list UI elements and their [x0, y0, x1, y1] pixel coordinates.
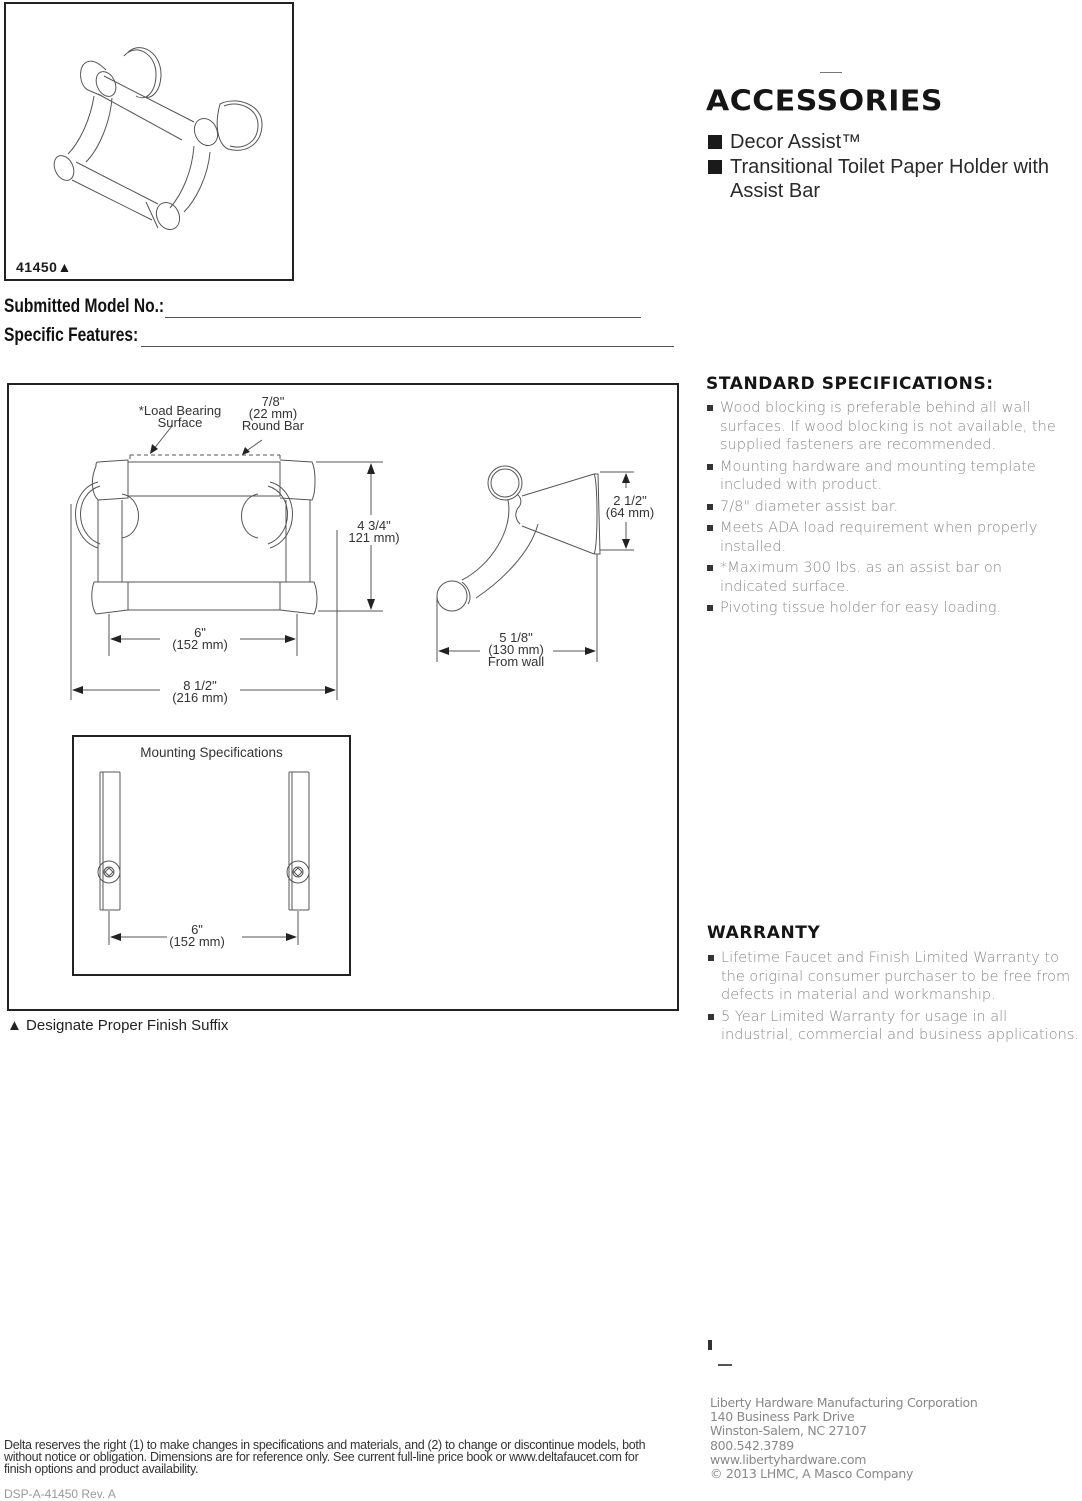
dim-text: 7/8"	[261, 394, 285, 409]
warranty-list	[707, 949, 1079, 1048]
submitted-model-row	[4, 296, 641, 318]
dim-text: From wall	[487, 654, 545, 669]
spec-text: Wood blocking is preferable behind all wall surfaces. If wood blocking is not available, the supplied fasteners are recommended.	[720, 400, 1056, 453]
company-website-link[interactable]: www.libertyhardware.com	[710, 1451, 867, 1467]
spec-text: Pivoting tissue holder for easy loading.	[720, 600, 1002, 616]
bullet-icon	[707, 405, 713, 411]
projection-label	[478, 632, 554, 668]
finish-suffix-footnote: ▲ Designate Proper Finish Suffix	[7, 1017, 229, 1034]
product-line-continuation: Assist Bar	[730, 180, 821, 202]
finish-triangle-icon: ▲	[57, 259, 72, 275]
height-dimension-label	[342, 520, 406, 544]
dim-text: 121 mm)	[348, 530, 400, 545]
product-line	[708, 155, 1049, 180]
dim-text: 6"	[191, 922, 203, 937]
dim-text: Surface	[157, 415, 203, 430]
model-number: 41450	[16, 259, 58, 275]
company-address: 140 Business Park Drive	[710, 1409, 855, 1425]
warranty-item	[707, 1008, 1079, 1045]
warranty-title: WARRANTY	[707, 923, 821, 943]
dim-text: (152 mm)	[169, 934, 225, 949]
submitted-model-field[interactable]	[165, 317, 641, 318]
spec-item	[706, 498, 1066, 517]
spec-item	[706, 399, 1066, 455]
dim-text: Round Bar	[241, 418, 305, 433]
logo-fragment	[708, 1340, 712, 1350]
product-line-text: Transitional Toilet Paper Holder with	[730, 155, 1050, 178]
warranty-text: 5 Year Limited Warranty for usage in all industrial, commercial and business applications.	[721, 1008, 1079, 1043]
warranty-text: Lifetime Faucet and Finish Limited Warranty to the original consumer purchaser to be free from defects in material and workmanship.	[721, 950, 1071, 1003]
bullet-icon	[708, 1014, 714, 1020]
inner-width-label	[160, 627, 240, 651]
standard-specifications-list	[706, 399, 1066, 621]
dim-text: (152 mm)	[172, 637, 228, 652]
dim-text: (216 mm)	[172, 690, 228, 705]
bullet-icon	[708, 955, 714, 961]
spec-text: *Maximum 300 lbs. as an assist bar on indicated surface.	[720, 560, 1002, 595]
bullet-icon	[707, 605, 713, 611]
section-title: ACCESSORIES	[706, 84, 943, 119]
company-copyright: © 2013 LHMC, A Masco Company	[710, 1466, 914, 1482]
model-number-label	[16, 259, 72, 275]
company-city: Winston-Salem, NC 27107	[710, 1423, 867, 1439]
product-line	[708, 130, 1049, 155]
spec-item	[706, 599, 1066, 618]
dim-text: 5 1/8"	[499, 630, 533, 645]
spec-item	[706, 458, 1066, 495]
toilet-paper-holder-illustration	[6, 4, 296, 283]
dim-text: 6"	[194, 625, 206, 640]
disclaimer-text: Delta reserves the right (1) to make changes in specifications and materials, and (2) to change or discontinue models, both without notice or obligation. Dimensions are for reference only. See current full-line price book or www.deltafaucet.com for finish options and product availability.	[4, 1438, 646, 1476]
brand-rule	[820, 72, 842, 73]
load-bearing-label	[130, 405, 230, 429]
mounting-title: Mounting Specifications	[140, 745, 283, 760]
spec-text: Mounting hardware and mounting template included with product.	[720, 458, 1036, 493]
round-bar-label	[232, 396, 314, 432]
bullet-icon	[707, 565, 713, 571]
product-line-text: Decor Assist™	[730, 131, 862, 153]
square-bullet-icon	[708, 135, 722, 149]
dim-text: *Load Bearing	[138, 403, 222, 418]
logo-fragment	[718, 1364, 732, 1366]
spec-item	[706, 519, 1066, 556]
bullet-icon	[707, 504, 713, 510]
spec-text: 7/8" diameter assist bar.	[720, 498, 899, 515]
side-height-label	[598, 495, 662, 519]
submitted-model-label: Submitted Model No.:	[4, 296, 165, 317]
dim-text: 4 3/4"	[357, 518, 391, 533]
company-name: Liberty Hardware Manufacturing Corporation	[710, 1395, 978, 1410]
company-info	[710, 1396, 978, 1481]
spec-item	[706, 559, 1066, 596]
overall-width-label	[160, 680, 240, 704]
dim-text: 2 1/2"	[613, 493, 647, 508]
product-lines	[708, 130, 1049, 204]
company-phone: 800.542.3789	[710, 1437, 794, 1453]
dim-text: (22 mm)	[248, 406, 298, 421]
bullet-icon	[707, 525, 713, 531]
document-number: DSP-A-41450 Rev. A	[4, 1487, 116, 1501]
dim-text: (64 mm)	[605, 505, 655, 520]
product-image-box	[4, 2, 294, 281]
bullet-icon	[707, 464, 713, 470]
standard-specifications-title: STANDARD SPECIFICATIONS:	[706, 374, 994, 394]
mounting-spacing-label	[157, 924, 237, 948]
warranty-item	[707, 949, 1079, 1005]
specific-features-field[interactable]	[141, 346, 674, 347]
spec-text: Meets ADA load requirement when properly installed.	[720, 520, 1038, 555]
square-bullet-icon	[708, 160, 722, 174]
dim-text: 8 1/2"	[183, 678, 217, 693]
specific-features-row	[4, 325, 674, 347]
specific-features-label: Specific Features:	[4, 325, 139, 346]
dim-text: (130 mm)	[488, 642, 544, 657]
